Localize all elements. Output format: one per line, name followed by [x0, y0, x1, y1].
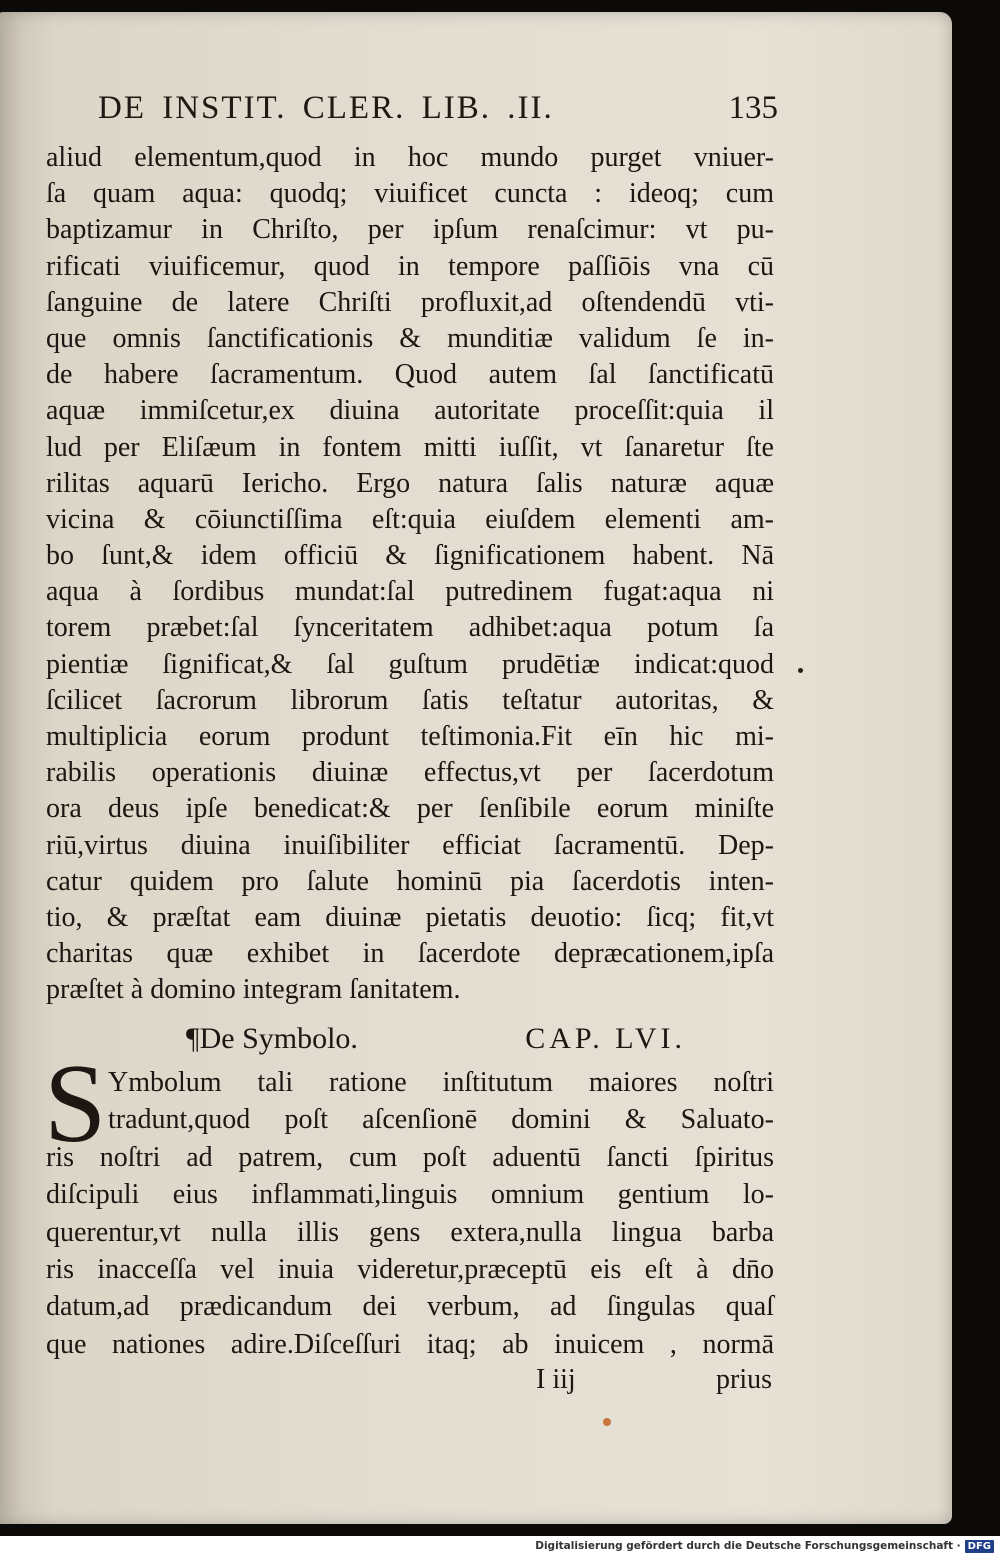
text-line: que nationes adire.Diſceſſuri itaq; ab inuicem , normā: [46, 1328, 774, 1360]
text-line: riū,virtus diuina inuiſibiliter efficiat ſacramentū. Dep-: [46, 829, 774, 861]
text-line: rilitas aquarū Iericho. Ergo natura ſalis naturæ aquæ: [46, 467, 774, 499]
text-line: que omnis ſanctificationis & munditiæ validum ſe in-: [46, 322, 774, 354]
body-text: [46, 140, 774, 1009]
digitization-footer: [0, 1536, 1000, 1556]
text-line: torem præbet:ſal ſynceritatem adhibet:aqua potum ſa: [46, 612, 774, 644]
text-line: de habere ſacramentum. Quod autem ſal ſanctificatū: [46, 359, 774, 391]
text-line: ſcilicet ſacrorum librorum ſatis teſtatur autoritas, &: [46, 684, 774, 716]
paper-stain: [603, 1418, 611, 1426]
chapter-text: [46, 1064, 774, 1363]
book-page: [0, 12, 952, 1524]
chapter-heading: [186, 1022, 686, 1064]
funding-credit: Digitalisierung gefördert durch die Deutsche Forschungsgemeinschaft ·: [535, 1540, 961, 1552]
text-line: ſanguine de latere Chriſti profluxit,ad oſtendendū vti-: [46, 286, 774, 318]
text-line: ris noſtri ad patrem, cum poſt aduentū ſancti ſpiritus: [46, 1141, 774, 1173]
text-line: diſcipuli eius inflammati,linguis omnium gentium lo-: [46, 1179, 774, 1211]
text-line: ſa quam aqua: quodq; viuificet cuncta : ideoq; cum: [46, 178, 774, 210]
text-line: baptizamur in Chriſto, per ipſum renaſcimur: vt pu-: [46, 214, 774, 246]
text-line: charitas quæ exhibet in ſacerdote depræcationem,ipſa: [46, 938, 774, 970]
text-line: Ymbolum tali ratione inſtitutum maiores noſtri: [108, 1067, 774, 1098]
text-line: catur quidem pro ſalute hominū pia ſacerdotis inten-: [46, 865, 774, 897]
text-line: querentur,vt nulla illis gens extera,nulla lingua barba: [46, 1216, 774, 1248]
page-number: 135: [728, 90, 778, 126]
text-line: ris inacceſſa vel inuia videretur,præceptū eis eſt à dn̄o: [46, 1253, 774, 1285]
text-line: bo ſunt,& idem officiū & ſignificationem habent. Nā: [46, 540, 774, 572]
text-line: pientiæ ſignificat,& ſal guſtum prudētiæ indicat:quod: [46, 648, 774, 680]
running-head: [98, 90, 778, 130]
text-line: tio, & præſtat eam diuinæ pietatis deuotio: ſicq; fit,vt: [46, 901, 774, 933]
text-line: vicina & cōiunctiſſima eſt:quia eiuſdem elementi am-: [46, 503, 774, 535]
text-line: lud per Eliſæum in fontem mitti iuſſit, vt ſanaretur ſte: [46, 431, 774, 463]
running-title: DE INSTIT. CLER. LIB. .II.: [98, 90, 554, 126]
chapter-label: CAP. LVI.: [525, 1022, 686, 1055]
text-line: tradunt,quod poſt aſcenſionē domini & Saluato-: [108, 1104, 774, 1136]
signature-mark: I iij: [536, 1364, 576, 1395]
text-line: aqua à ſordibus mundat:ſal putredinem fugat:aqua ni: [46, 576, 774, 608]
text-line: ora deus ipſe benedicat:& per ſenſibile eorum miniſte: [46, 793, 774, 825]
signature-line: [536, 1364, 772, 1398]
text-line: datum,ad prædicandum dei verbum, ad ſingulas quaſ: [46, 1291, 774, 1323]
text-line: rabilis operationis diuinæ effectus,vt per ſacerdotum: [46, 757, 774, 789]
text-line: rificati viuificemur, quod in tempore paſſiōis vna cū: [46, 250, 774, 282]
dfg-logo: DFG: [965, 1540, 994, 1553]
text-line: multiplicia eorum produnt teſtimonia.Fit eīn hic mi-: [46, 721, 774, 752]
drop-cap-initial: S: [44, 1042, 107, 1166]
section-title: ¶De Symbolo.: [186, 1022, 358, 1055]
text-line: aliud elementum,quod in hoc mundo purget vniuer-: [46, 142, 774, 173]
text-line: aquæ immiſcetur,ex diuina autoritate proceſſit:quia il: [46, 395, 774, 427]
catchword: prius: [716, 1364, 772, 1395]
text-line: præſtet à domino integram ſanitatem.: [46, 974, 461, 1006]
